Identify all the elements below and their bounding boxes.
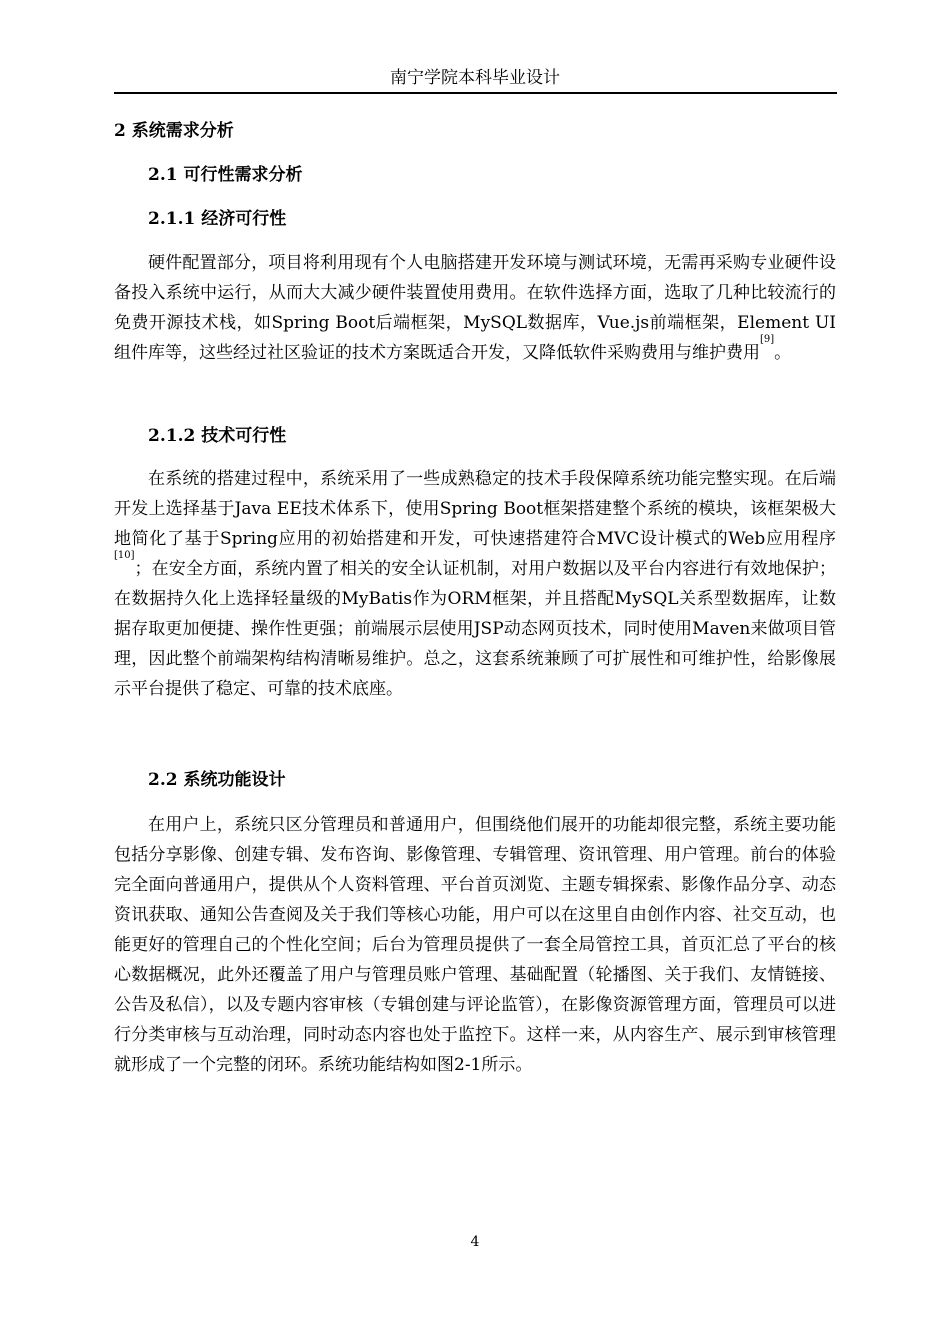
section-heading-2-2: 2.2 系统功能设计 xyxy=(148,770,286,790)
header-divider xyxy=(114,92,837,94)
paragraph-text: 硬件配置部分，项目将利用现有个人电脑搭建开发环境与测试环境，无需再采购专业硬件设备投入系统中运行，从而大大减少硬件装置使用费用。在软件选择方面，选取了几种比较流行的免费开源技术栈，如Spring Boot后端框架，MySQL数据库，Vue.js前端框架，Element UI组件库等，这些经过社区验证的技术方案既适合开发，又降低软件采购费用与维护费用 xyxy=(114,253,836,363)
section-heading-2-1: 2.1 可行性需求分析 xyxy=(148,165,303,185)
section-heading-2-1-1: 2.1.1 经济可行性 xyxy=(148,209,287,229)
section-heading-2: 2 系统需求分析 xyxy=(114,121,234,141)
paragraph-function-design xyxy=(114,810,836,1080)
paragraph-text-part2: ；在安全方面，系统内置了相关的安全认证机制，对用户数据以及平台内容进行有效地保护；在数据持久化上选择轻量级的MyBatis作为ORM框架，并且搭配MySQL关系型数据库，让数据存取更加便捷、操作性更强；前端展示层使用JSP动态网页技术，同时使用Maven来做项目管理，因此整个前端架构结构清晰易维护。总之，这套系统兼顾了可扩展性和可维护性，给影像展示平台提供了稳定、可靠的技术底座。 xyxy=(114,559,837,699)
citation-ref: [10] xyxy=(114,550,135,561)
citation-ref: [9] xyxy=(760,334,775,345)
paragraph-text: 在用户上，系统只区分管理员和普通用户，但围绕他们展开的功能却很完整，系统主要功能包括分享影像、创建专辑、发布咨询、影像管理、专辑管理、资讯管理、用户管理。前台的体验完全面向普通用户，提供从个人资料管理、平台首页浏览、主题专辑探索、影像作品分享、动态资讯获取、通知公告查阅及关于我们等核心功能，用户可以在这里自由创作内容、社交互动，也能更好的管理自己的个性化空间；后台为管理员提供了一套全局管控工具，首页汇总了平台的核心数据概况，此外还覆盖了用户与管理员账户管理、基础配置（轮播图、关于我们、友情链接、公告及私信），以及专题内容审核（专辑创建与评论监管），在影像资源管理方面，管理员可以进行分类审核与互动治理，同时动态内容也处于监控下。这样一来，从内容生产、展示到审核管理就形成了一个完整的闭环。系统功能结构如图2-1所示。 xyxy=(114,815,836,1075)
section-heading-2-1-2: 2.1.2 技术可行性 xyxy=(148,426,287,446)
page-number: 4 xyxy=(470,1234,480,1250)
paragraph-text-part1: 在系统的搭建过程中，系统采用了一些成熟稳定的技术手段保障系统功能完整实现。在后端开发上选择基于Java EE技术体系下，使用Spring Boot框架搭建整个系统的模块，该框架极大地简化了基于Spring应用的初始搭建和开发，可快速搭建符合MVC设计模式的Web应用程序 xyxy=(114,469,836,549)
paragraph-technical-feasibility xyxy=(114,464,836,704)
header-title: 南宁学院本科毕业设计 xyxy=(390,68,560,88)
paragraph-economic-feasibility xyxy=(114,248,836,368)
paragraph-end: 。 xyxy=(774,343,792,363)
